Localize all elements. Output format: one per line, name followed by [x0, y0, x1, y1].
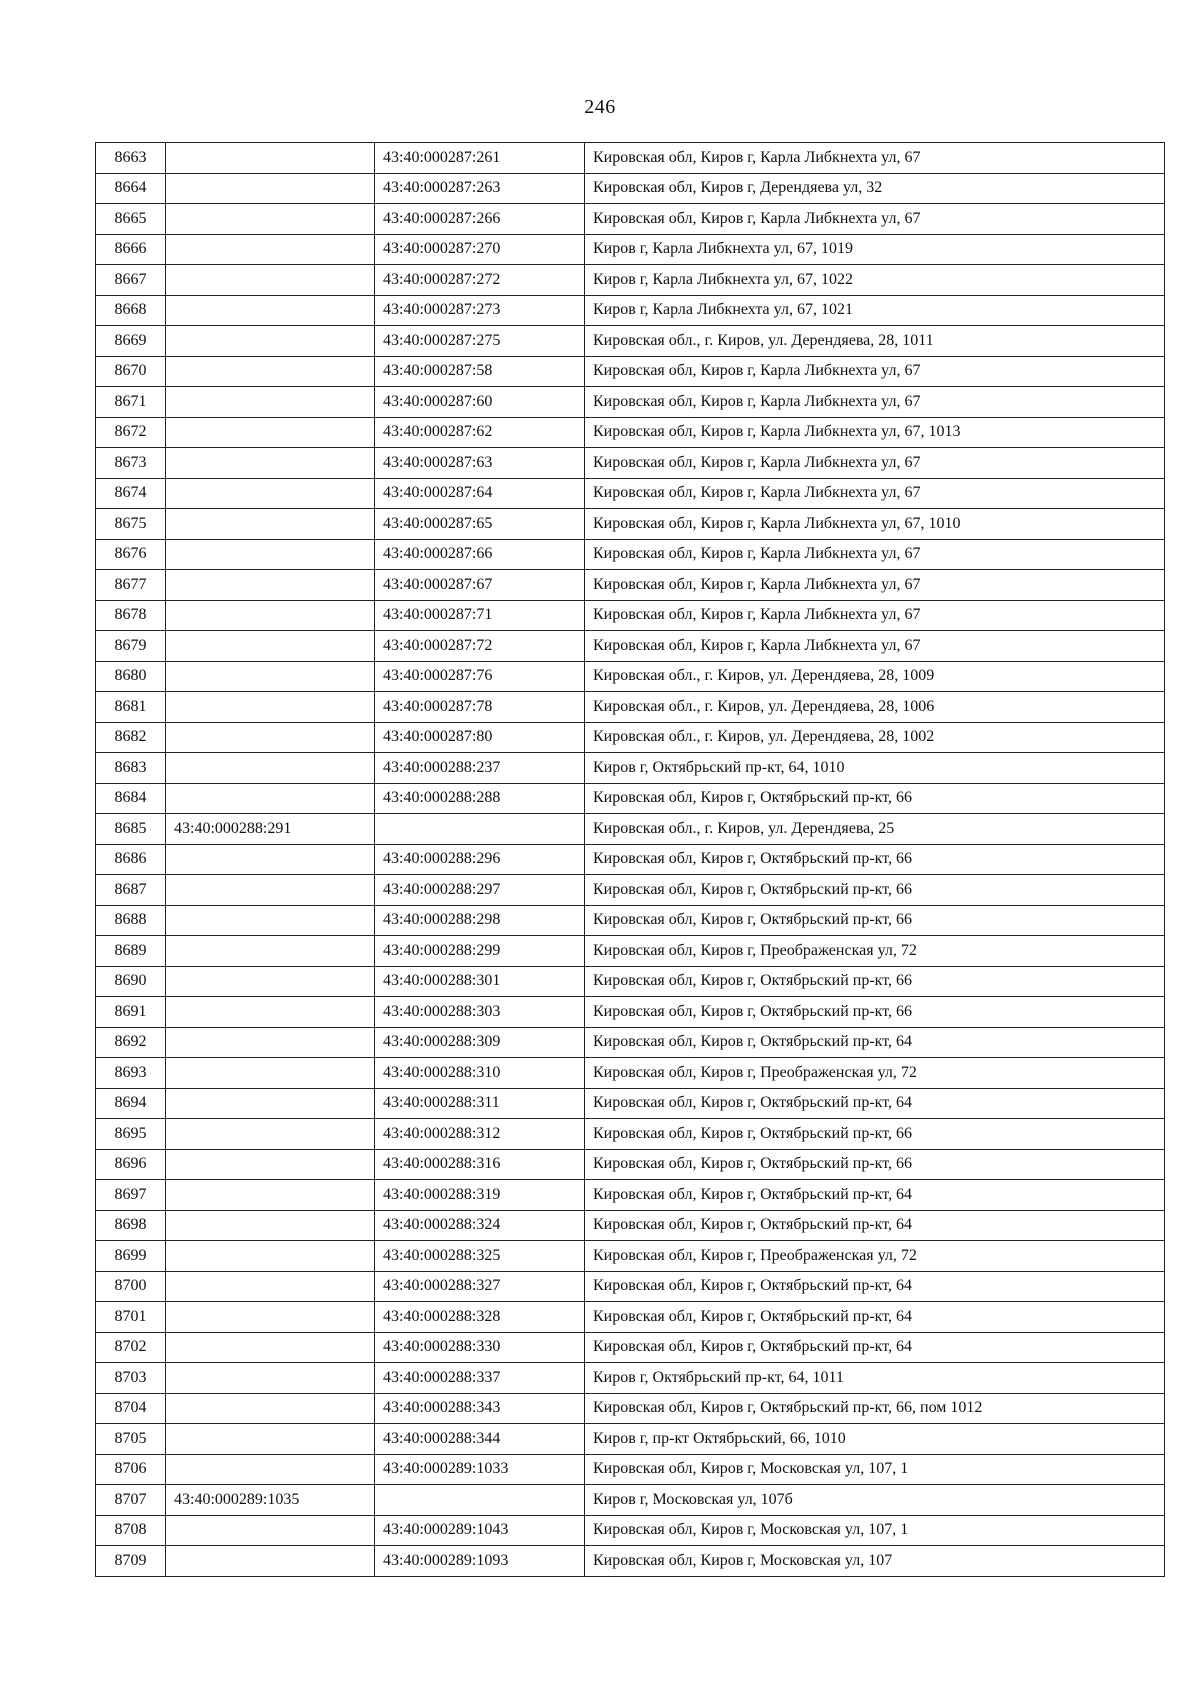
table-row [96, 1332, 1165, 1363]
row-number-cell: 8703 [96, 1363, 166, 1394]
cadastral-number-cell: 43:40:000287:63 [375, 448, 585, 479]
address-cell: Кировская обл, Киров г, Октябрьский пр-кт, 66, пом 1012 [585, 1393, 1165, 1424]
table-row [96, 1302, 1165, 1333]
row-number-cell: 8707 [96, 1485, 166, 1516]
cadastral-number-cell [166, 173, 375, 204]
table-row [96, 1454, 1165, 1485]
address-cell: Кировская обл, Киров г, Преображенская ул, 72 [585, 1241, 1165, 1272]
table-row [96, 417, 1165, 448]
registry-table [95, 142, 1165, 1577]
cadastral-number-cell [166, 356, 375, 387]
cadastral-number-cell [166, 570, 375, 601]
cadastral-number-cell [375, 1485, 585, 1516]
row-number-cell: 8699 [96, 1241, 166, 1272]
row-number-cell: 8670 [96, 356, 166, 387]
address-cell: Киров г, Карла Либкнехта ул, 67, 1021 [585, 295, 1165, 326]
table-row [96, 753, 1165, 784]
row-number-cell: 8676 [96, 539, 166, 570]
cadastral-number-cell [166, 905, 375, 936]
table-row [96, 1119, 1165, 1150]
cadastral-number-cell: 43:40:000288:337 [375, 1363, 585, 1394]
row-number-cell: 8665 [96, 204, 166, 235]
cadastral-number-cell [166, 722, 375, 753]
cadastral-number-cell [166, 1363, 375, 1394]
address-cell: Кировская обл, Киров г, Преображенская ул, 72 [585, 1058, 1165, 1089]
cadastral-number-cell [166, 1393, 375, 1424]
cadastral-number-cell [166, 478, 375, 509]
address-cell: Кировская обл, Киров г, Карла Либкнехта ул, 67 [585, 448, 1165, 479]
table-row [96, 1546, 1165, 1577]
address-cell: Кировская обл, Киров г, Дерендяева ул, 32 [585, 173, 1165, 204]
table-row [96, 905, 1165, 936]
cadastral-number-cell: 43:40:000288:327 [375, 1271, 585, 1302]
row-number-cell: 8705 [96, 1424, 166, 1455]
row-number-cell: 8698 [96, 1210, 166, 1241]
row-number-cell: 8668 [96, 295, 166, 326]
row-number-cell: 8686 [96, 844, 166, 875]
cadastral-number-cell: 43:40:000288:298 [375, 905, 585, 936]
row-number-cell: 8694 [96, 1088, 166, 1119]
cadastral-number-cell [166, 966, 375, 997]
cadastral-number-cell [166, 265, 375, 296]
cadastral-number-cell: 43:40:000288:309 [375, 1027, 585, 1058]
cadastral-number-cell [166, 1027, 375, 1058]
address-cell: Кировская обл, Киров г, Карла Либкнехта ул, 67 [585, 600, 1165, 631]
cadastral-number-cell [166, 1332, 375, 1363]
cadastral-number-cell: 43:40:000288:237 [375, 753, 585, 784]
row-number-cell: 8700 [96, 1271, 166, 1302]
table-row [96, 1149, 1165, 1180]
row-number-cell: 8701 [96, 1302, 166, 1333]
cadastral-number-cell: 43:40:000287:64 [375, 478, 585, 509]
row-number-cell: 8687 [96, 875, 166, 906]
table-row [96, 234, 1165, 265]
address-cell: Кировская обл, Киров г, Карла Либкнехта ул, 67 [585, 204, 1165, 235]
cadastral-number-cell [166, 295, 375, 326]
row-number-cell: 8669 [96, 326, 166, 357]
address-cell: Кировская обл, Киров г, Преображенская ул, 72 [585, 936, 1165, 967]
address-cell: Кировская обл., г. Киров, ул. Дерендяева, 28, 1011 [585, 326, 1165, 357]
cadastral-number-cell: 43:40:000289:1093 [375, 1546, 585, 1577]
table-row [96, 722, 1165, 753]
cadastral-number-cell: 43:40:000288:297 [375, 875, 585, 906]
cadastral-number-cell [166, 753, 375, 784]
address-cell: Кировская обл, Киров г, Октябрьский пр-кт, 64 [585, 1180, 1165, 1211]
table-row [96, 875, 1165, 906]
cadastral-number-cell [166, 539, 375, 570]
row-number-cell: 8692 [96, 1027, 166, 1058]
cadastral-number-cell: 43:40:000288:324 [375, 1210, 585, 1241]
table-row [96, 966, 1165, 997]
cadastral-number-cell [166, 1302, 375, 1333]
table-row [96, 1424, 1165, 1455]
address-cell: Кировская обл, Киров г, Октябрьский пр-кт, 66 [585, 783, 1165, 814]
row-number-cell: 8690 [96, 966, 166, 997]
address-cell: Кировская обл, Киров г, Октябрьский пр-кт, 66 [585, 966, 1165, 997]
cadastral-number-cell: 43:40:000287:80 [375, 722, 585, 753]
cadastral-number-cell [166, 1058, 375, 1089]
cadastral-number-cell [166, 326, 375, 357]
table-row [96, 936, 1165, 967]
row-number-cell: 8673 [96, 448, 166, 479]
cadastral-number-cell: 43:40:000289:1033 [375, 1454, 585, 1485]
cadastral-number-cell: 43:40:000288:291 [166, 814, 375, 845]
cadastral-number-cell [166, 1180, 375, 1211]
cadastral-number-cell: 43:40:000288:343 [375, 1393, 585, 1424]
cadastral-number-cell [166, 1241, 375, 1272]
address-cell: Кировская обл, Киров г, Октябрьский пр-кт, 66 [585, 844, 1165, 875]
table-row [96, 295, 1165, 326]
address-cell: Кировская обл, Киров г, Карла Либкнехта ул, 67, 1013 [585, 417, 1165, 448]
row-number-cell: 8672 [96, 417, 166, 448]
table-row [96, 600, 1165, 631]
cadastral-number-cell: 43:40:000287:261 [375, 143, 585, 174]
cadastral-number-cell [166, 661, 375, 692]
cadastral-number-cell: 43:40:000288:328 [375, 1302, 585, 1333]
row-number-cell: 8680 [96, 661, 166, 692]
table-row [96, 509, 1165, 540]
table-row [96, 326, 1165, 357]
row-number-cell: 8696 [96, 1149, 166, 1180]
cadastral-number-cell [166, 631, 375, 662]
row-number-cell: 8664 [96, 173, 166, 204]
table-row [96, 478, 1165, 509]
cadastral-number-cell: 43:40:000287:266 [375, 204, 585, 235]
address-cell: Кировская обл, Киров г, Карла Либкнехта ул, 67 [585, 631, 1165, 662]
table-row [96, 1180, 1165, 1211]
table-row [96, 1241, 1165, 1272]
row-number-cell: 8682 [96, 722, 166, 753]
address-cell: Кировская обл, Киров г, Октябрьский пр-кт, 64 [585, 1088, 1165, 1119]
cadastral-number-cell [166, 692, 375, 723]
address-cell: Кировская обл, Киров г, Московская ул, 107, 1 [585, 1454, 1165, 1485]
table-row [96, 204, 1165, 235]
row-number-cell: 8689 [96, 936, 166, 967]
address-cell: Кировская обл, Киров г, Московская ул, 107 [585, 1546, 1165, 1577]
row-number-cell: 8697 [96, 1180, 166, 1211]
table-row [96, 173, 1165, 204]
cadastral-number-cell [166, 1515, 375, 1546]
cadastral-number-cell: 43:40:000288:301 [375, 966, 585, 997]
address-cell: Киров г, пр-кт Октябрьский, 66, 1010 [585, 1424, 1165, 1455]
table-row [96, 356, 1165, 387]
cadastral-number-cell: 43:40:000288:316 [375, 1149, 585, 1180]
cadastral-number-cell [166, 1271, 375, 1302]
cadastral-number-cell: 43:40:000287:76 [375, 661, 585, 692]
cadastral-number-cell: 43:40:000288:312 [375, 1119, 585, 1150]
address-cell: Кировская обл, Киров г, Карла Либкнехта ул, 67 [585, 387, 1165, 418]
row-number-cell: 8666 [96, 234, 166, 265]
cadastral-number-cell: 43:40:000288:288 [375, 783, 585, 814]
cadastral-number-cell: 43:40:000287:67 [375, 570, 585, 601]
address-cell: Киров г, Карла Либкнехта ул, 67, 1022 [585, 265, 1165, 296]
cadastral-number-cell [166, 1088, 375, 1119]
row-number-cell: 8695 [96, 1119, 166, 1150]
cadastral-number-cell [166, 143, 375, 174]
cadastral-number-cell [166, 1149, 375, 1180]
table-row [96, 783, 1165, 814]
table-row [96, 814, 1165, 845]
table-row [96, 539, 1165, 570]
cadastral-number-cell: 43:40:000287:273 [375, 295, 585, 326]
address-cell: Кировская обл, Киров г, Октябрьский пр-кт, 64 [585, 1271, 1165, 1302]
cadastral-number-cell: 43:40:000287:60 [375, 387, 585, 418]
cadastral-number-cell [166, 509, 375, 540]
address-cell: Кировская обл, Киров г, Октябрьский пр-кт, 64 [585, 1210, 1165, 1241]
row-number-cell: 8684 [96, 783, 166, 814]
cadastral-number-cell: 43:40:000287:72 [375, 631, 585, 662]
registry-rows [96, 143, 1165, 1577]
table-row [96, 997, 1165, 1028]
row-number-cell: 8688 [96, 905, 166, 936]
row-number-cell: 8708 [96, 1515, 166, 1546]
cadastral-number-cell: 43:40:000287:71 [375, 600, 585, 631]
cadastral-number-cell [166, 417, 375, 448]
address-cell: Кировская обл, Киров г, Московская ул, 107, 1 [585, 1515, 1165, 1546]
table-row [96, 1363, 1165, 1394]
cadastral-number-cell: 43:40:000288:325 [375, 1241, 585, 1272]
row-number-cell: 8667 [96, 265, 166, 296]
table-row [96, 692, 1165, 723]
row-number-cell: 8683 [96, 753, 166, 784]
row-number-cell: 8677 [96, 570, 166, 601]
cadastral-number-cell: 43:40:000288:303 [375, 997, 585, 1028]
table-row [96, 265, 1165, 296]
address-cell: Кировская обл, Киров г, Октябрьский пр-кт, 66 [585, 1119, 1165, 1150]
row-number-cell: 8663 [96, 143, 166, 174]
address-cell: Киров г, Карла Либкнехта ул, 67, 1019 [585, 234, 1165, 265]
table-row [96, 1027, 1165, 1058]
cadastral-number-cell [166, 997, 375, 1028]
table-row [96, 448, 1165, 479]
cadastral-number-cell: 43:40:000288:299 [375, 936, 585, 967]
address-cell: Кировская обл, Киров г, Карла Либкнехта ул, 67 [585, 143, 1165, 174]
table-row [96, 143, 1165, 174]
table-row [96, 1393, 1165, 1424]
cadastral-number-cell: 43:40:000289:1035 [166, 1485, 375, 1516]
address-cell: Кировская обл, Киров г, Карла Либкнехта ул, 67 [585, 356, 1165, 387]
row-number-cell: 8675 [96, 509, 166, 540]
row-number-cell: 8671 [96, 387, 166, 418]
row-number-cell: 8693 [96, 1058, 166, 1089]
row-number-cell: 8685 [96, 814, 166, 845]
table-row [96, 387, 1165, 418]
cadastral-number-cell [166, 875, 375, 906]
address-cell: Кировская обл, Киров г, Карла Либкнехта ул, 67 [585, 539, 1165, 570]
address-cell: Кировская обл, Киров г, Октябрьский пр-кт, 64 [585, 1302, 1165, 1333]
row-number-cell: 8702 [96, 1332, 166, 1363]
address-cell: Кировская обл, Киров г, Октябрьский пр-кт, 66 [585, 997, 1165, 1028]
cadastral-number-cell [166, 448, 375, 479]
address-cell: Кировская обл, Киров г, Октябрьский пр-кт, 66 [585, 875, 1165, 906]
cadastral-number-cell [166, 1119, 375, 1150]
row-number-cell: 8704 [96, 1393, 166, 1424]
page-number: 246 [584, 96, 616, 118]
cadastral-number-cell [166, 1546, 375, 1577]
cadastral-number-cell: 43:40:000288:319 [375, 1180, 585, 1211]
cadastral-number-cell: 43:40:000287:58 [375, 356, 585, 387]
cadastral-number-cell [166, 1454, 375, 1485]
cadastral-number-cell [166, 234, 375, 265]
cadastral-number-cell [166, 936, 375, 967]
table-row [96, 1515, 1165, 1546]
address-cell: Кировская обл, Киров г, Октябрьский пр-кт, 64 [585, 1027, 1165, 1058]
address-cell: Кировская обл., г. Киров, ул. Дерендяева, 25 [585, 814, 1165, 845]
row-number-cell: 8681 [96, 692, 166, 723]
address-cell: Кировская обл, Киров г, Октябрьский пр-кт, 66 [585, 1149, 1165, 1180]
cadastral-number-cell [166, 1424, 375, 1455]
cadastral-number-cell: 43:40:000287:263 [375, 173, 585, 204]
cadastral-number-cell: 43:40:000287:65 [375, 509, 585, 540]
row-number-cell: 8674 [96, 478, 166, 509]
cadastral-number-cell: 43:40:000287:66 [375, 539, 585, 570]
cadastral-number-cell [166, 387, 375, 418]
address-cell: Киров г, Московская ул, 107б [585, 1485, 1165, 1516]
table-row [96, 844, 1165, 875]
address-cell: Кировская обл, Киров г, Карла Либкнехта ул, 67 [585, 570, 1165, 601]
address-cell: Киров г, Октябрьский пр-кт, 64, 1011 [585, 1363, 1165, 1394]
cadastral-number-cell: 43:40:000287:270 [375, 234, 585, 265]
address-cell: Кировская обл., г. Киров, ул. Дерендяева, 28, 1002 [585, 722, 1165, 753]
table-row [96, 1058, 1165, 1089]
table-row [96, 570, 1165, 601]
row-number-cell: 8709 [96, 1546, 166, 1577]
table-row [96, 1088, 1165, 1119]
cadastral-number-cell: 43:40:000289:1043 [375, 1515, 585, 1546]
table-row [96, 1485, 1165, 1516]
address-cell: Кировская обл., г. Киров, ул. Дерендяева, 28, 1006 [585, 692, 1165, 723]
cadastral-number-cell: 43:40:000288:311 [375, 1088, 585, 1119]
table-row [96, 1210, 1165, 1241]
cadastral-number-cell [375, 814, 585, 845]
table-row [96, 661, 1165, 692]
cadastral-number-cell [166, 1210, 375, 1241]
table-row [96, 1271, 1165, 1302]
address-cell: Кировская обл, Киров г, Карла Либкнехта ул, 67, 1010 [585, 509, 1165, 540]
cadastral-number-cell: 43:40:000287:62 [375, 417, 585, 448]
row-number-cell: 8706 [96, 1454, 166, 1485]
cadastral-number-cell [166, 600, 375, 631]
cadastral-number-cell: 43:40:000288:310 [375, 1058, 585, 1089]
address-cell: Кировская обл, Киров г, Октябрьский пр-кт, 66 [585, 905, 1165, 936]
address-cell: Кировская обл, Киров г, Карла Либкнехта ул, 67 [585, 478, 1165, 509]
address-cell: Кировская обл, Киров г, Октябрьский пр-кт, 64 [585, 1332, 1165, 1363]
cadastral-number-cell: 43:40:000287:78 [375, 692, 585, 723]
table-row [96, 631, 1165, 662]
row-number-cell: 8691 [96, 997, 166, 1028]
cadastral-number-cell: 43:40:000288:296 [375, 844, 585, 875]
cadastral-number-cell: 43:40:000288:344 [375, 1424, 585, 1455]
cadastral-number-cell: 43:40:000288:330 [375, 1332, 585, 1363]
cadastral-number-cell [166, 783, 375, 814]
row-number-cell: 8679 [96, 631, 166, 662]
cadastral-number-cell: 43:40:000287:275 [375, 326, 585, 357]
address-cell: Кировская обл., г. Киров, ул. Дерендяева, 28, 1009 [585, 661, 1165, 692]
cadastral-number-cell [166, 204, 375, 235]
row-number-cell: 8678 [96, 600, 166, 631]
address-cell: Киров г, Октябрьский пр-кт, 64, 1010 [585, 753, 1165, 784]
cadastral-number-cell [166, 844, 375, 875]
cadastral-number-cell: 43:40:000287:272 [375, 265, 585, 296]
